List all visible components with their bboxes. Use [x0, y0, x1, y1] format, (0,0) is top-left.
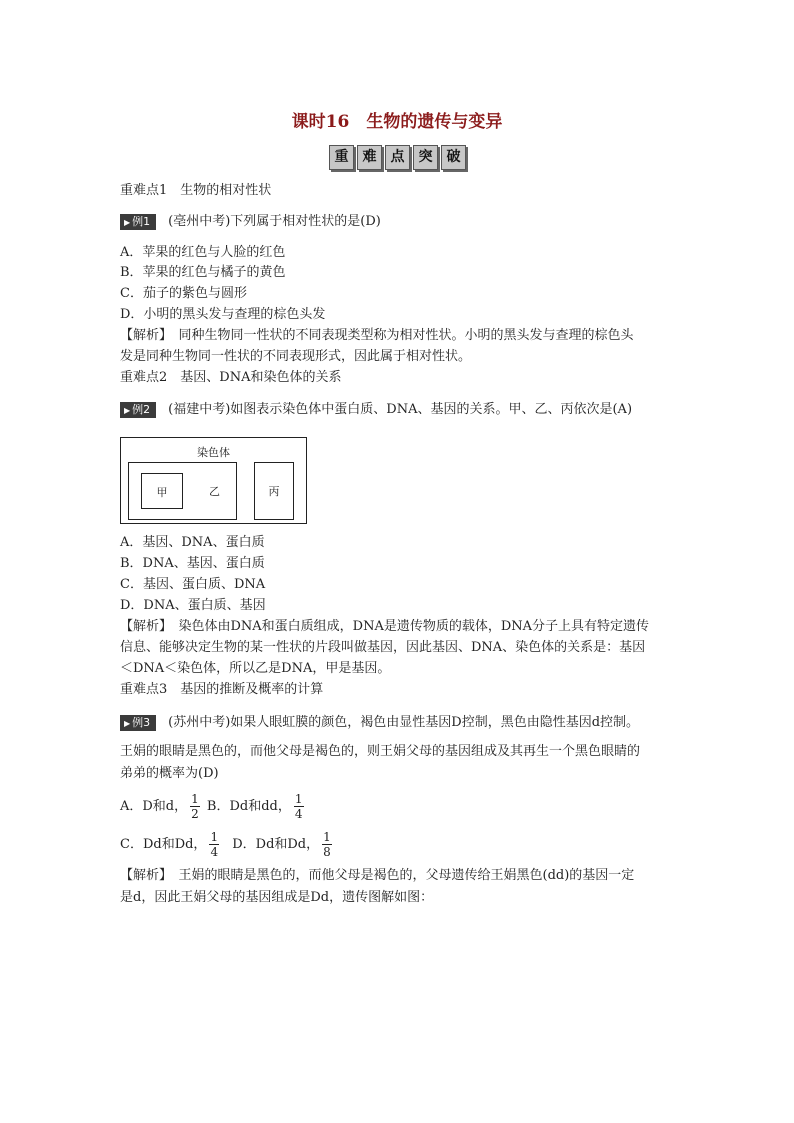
banner-char: 突: [413, 145, 438, 170]
analysis-2-line: ＜DNA＜染色体，所以乙是DNA，甲是基因。: [120, 661, 391, 676]
options-row-cd: [120, 830, 335, 859]
example-3-tag: ▶ 例3: [120, 715, 156, 731]
analysis-2-line: 【解析】 染色体由DNA和蛋白质组成，DNA是遗传物质的载体，DNA分子上具有特定遗传: [120, 619, 650, 634]
triangle-icon: ▶: [124, 218, 131, 227]
option-d: D．Dd和Dd，: [232, 837, 320, 852]
triangle-icon: ▶: [124, 719, 131, 728]
example-3-question: ▶ 例3 (苏州中考)如果人眼虹膜的颜色，褐色由显性基因D控制，黑色由隐性基因d控制。: [120, 714, 639, 732]
options-row-ab: [120, 792, 307, 821]
question-line: 弟弟的概率为(D): [120, 766, 219, 781]
banner-char: 难: [357, 145, 382, 170]
option-c: C．基因、蛋白质、DNA: [120, 577, 266, 592]
fraction: $\frac{1}{4}$: [210, 830, 219, 859]
section-heading-2: 重难点2 基因、DNA和染色体的关系: [120, 370, 342, 385]
analysis-1-line: 发是同种生物同一性状的不同表现形式，因此属于相对性状。: [120, 349, 472, 364]
option-b: B．苹果的红色与橘子的黄色: [120, 265, 286, 280]
analysis-3-line: 【解析】 王娟的眼睛是黑色的，而他父母是褐色的，父母遗传给王娟黑色(dd)的基因一定: [120, 868, 635, 883]
option-b: B．DNA、基因、蛋白质: [120, 556, 265, 571]
option-d: D．小明的黑头发与查理的棕色头发: [120, 307, 326, 322]
section-heading-3: 重难点3 基因的推断及概率的计算: [120, 682, 324, 697]
analysis-2-line: 信息、能够决定生物的某一性状的片段叫做基因，因此基因、DNA、染色体的关系是：基因: [120, 640, 646, 655]
option-b: B．Dd和dd，: [206, 799, 291, 814]
banner-char: 重: [329, 145, 354, 170]
banner-char: 破: [441, 145, 466, 170]
example-2-tag: ▶ 例2: [120, 402, 156, 418]
option-c: C．Dd和Dd，: [120, 837, 207, 852]
option-a: A．基因、DNA、蛋白质: [120, 535, 265, 550]
option-a: A．苹果的红色与人脸的红色: [120, 245, 286, 260]
fraction: $\frac{1}{8}$: [323, 830, 331, 859]
option-c: C．茄子的紫色与圆形: [120, 286, 247, 301]
diagram-middle-box: [128, 462, 237, 520]
question-line: 王娟的眼睛是黑色的，而他父母是褐色的，则王娟父母的基因组成及其再生一个黑色眼睛的: [120, 744, 641, 759]
analysis-3-line: 是d，因此王娟父母的基因组成是Dd，遗传图解如图：: [120, 890, 434, 905]
diagram-inner-box: [141, 473, 183, 509]
section-banner: [329, 145, 466, 170]
diagram-label-b: 乙: [209, 485, 220, 498]
diagram-right-box: [254, 462, 294, 520]
chromosome-diagram: [120, 437, 307, 524]
page-title: 课时16 生物的遗传与变异: [291, 112, 503, 132]
diagram-label-outer: 染色体: [197, 446, 230, 459]
analysis-1-line: 【解析】 同种生物同一性状的不同表现类型称为相对性状。小明的黑头发与查理的棕色头: [120, 328, 634, 343]
fraction: $\frac{1}{4}$: [294, 792, 303, 821]
diagram-label-a: 甲: [156, 486, 168, 499]
fraction: $\frac{1}{2}$: [191, 792, 199, 821]
example-1-tag: ▶ 例1: [120, 214, 156, 230]
section-heading-1: 重难点1 生物的相对性状: [120, 183, 272, 198]
triangle-icon: ▶: [124, 406, 131, 415]
example-2-question: ▶ 例2 (福建中考)如图表示染色体中蛋白质、DNA、基因的关系。甲、乙、丙依次是(A): [120, 401, 632, 419]
example-1-question: ▶ 例1 (亳州中考)下列属于相对性状的是(D): [120, 213, 381, 231]
option-a: A．D和d，: [120, 799, 188, 814]
diagram-label-c: 丙: [268, 485, 280, 498]
option-d: D．DNA、蛋白质、基因: [120, 598, 266, 613]
banner-char: 点: [385, 145, 410, 170]
